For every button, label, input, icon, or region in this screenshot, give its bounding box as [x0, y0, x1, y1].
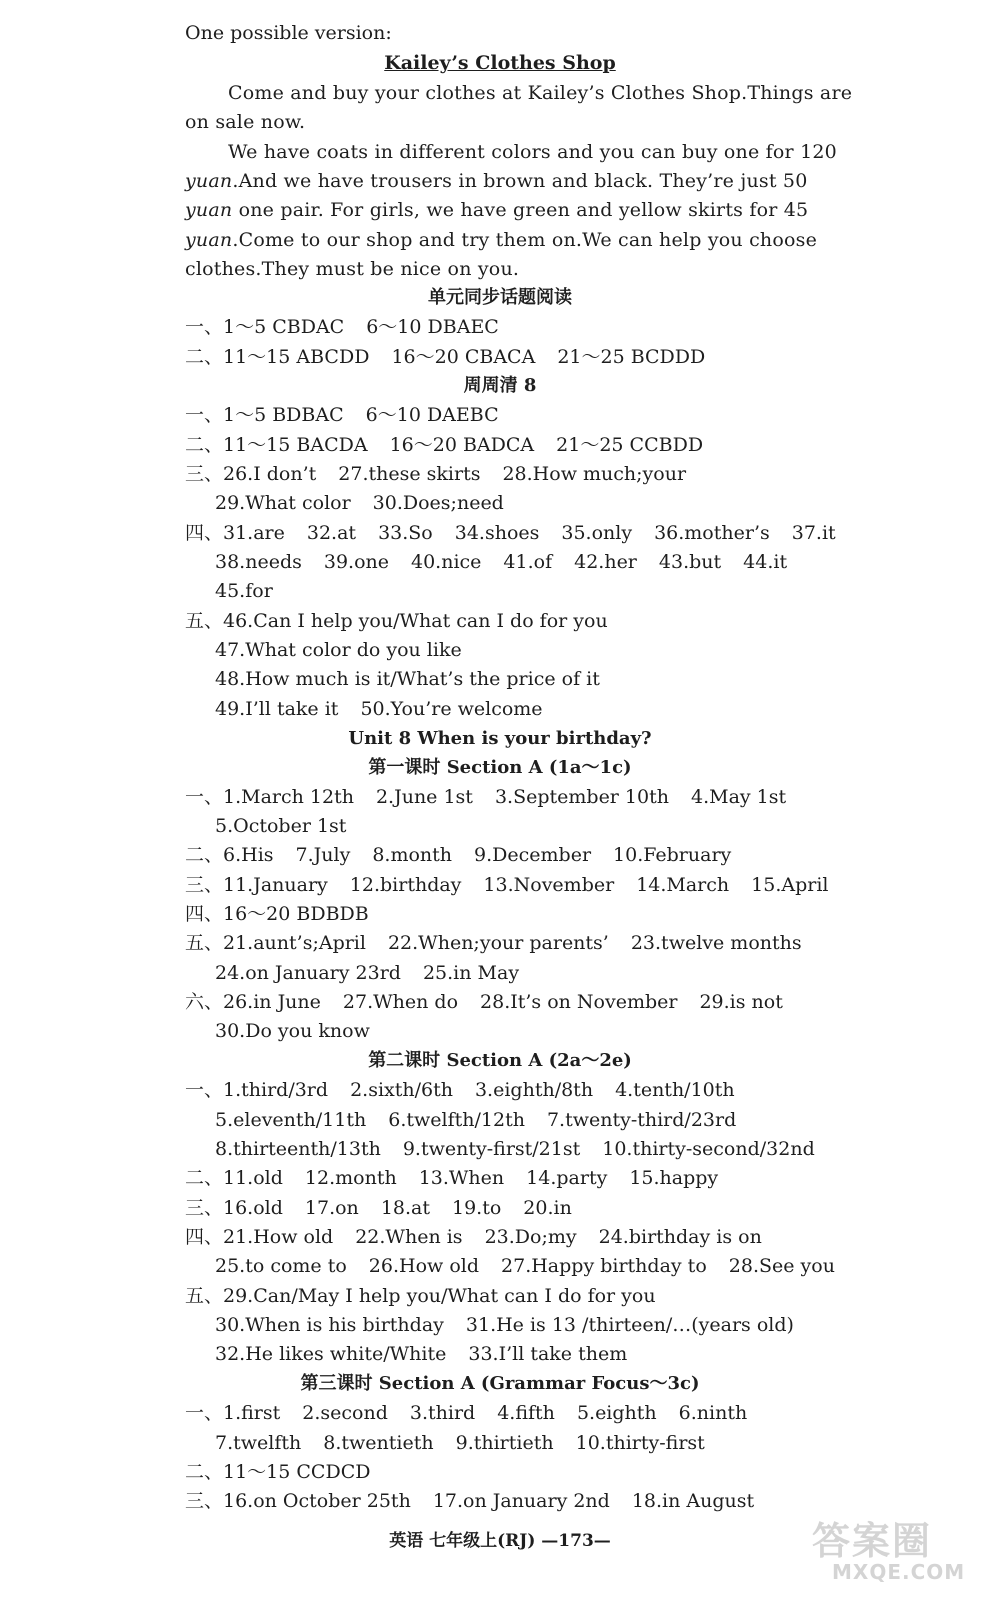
answer-row: 30.When is his birthday 31.He is 13 /thirteen/…(years old): [215, 1314, 794, 1336]
answer-row: 24.on January 23rd 25.in May: [215, 962, 520, 984]
essay-text: .And we have trousers in brown and black. They’re just 50: [232, 170, 808, 192]
answer-row: 二、6.His 7.July 8.month 9.December 10.February: [185, 844, 732, 866]
answer-row: 25.to come to 26.How old 27.Happy birthday to 28.See you: [215, 1255, 835, 1277]
answer-row: 30.Do you know: [215, 1020, 370, 1042]
answer-row: 7.twelfth 8.twentieth 9.thirtieth 10.thirty-first: [215, 1432, 705, 1454]
answer-row: 三、16.on October 25th 17.on January 2nd 18.in August: [185, 1490, 755, 1512]
answer-row: 5.October 1st: [215, 815, 347, 837]
section-heading: 周周清 8: [463, 375, 537, 396]
watermark-text: 答案圈: [812, 1519, 933, 1563]
answer-row: 一、1～5 BDBAC 6～10 DAEBC: [185, 404, 499, 426]
answer-row: 五、29.Can/May I help you/What can I do for you: [185, 1285, 656, 1307]
answer-row: 六、26.in June 27.When do 28.It’s on November 29.is not: [185, 991, 783, 1013]
essay-italic: yuan: [185, 229, 233, 251]
answer-row: 48.How much is it/What’s the price of it: [215, 668, 600, 690]
answer-row: 四、16～20 BDBDB: [185, 903, 369, 925]
answer-row: 二、11～15 CCDCD: [185, 1461, 371, 1483]
essay-italic: yuan: [185, 199, 233, 221]
answer-row: 二、11.old 12.month 13.When 14.party 15.happy: [185, 1167, 719, 1189]
essay-line: [185, 227, 817, 253]
answer-row: 45.for: [215, 580, 273, 602]
answer-row: 三、26.I don’t 27.these skirts 28.How much;your: [185, 463, 687, 485]
answer-row: 5.eleventh/11th 6.twelfth/12th 7.twenty-third/23rd: [215, 1109, 737, 1131]
answer-row: 一、1.March 12th 2.June 1st 3.September 10th 4.May 1st: [185, 786, 787, 808]
page-footer: 英语 七年级上(RJ) —173—: [389, 1531, 611, 1551]
answer-row: 一、1～5 CBDAC 6～10 DBAEC: [185, 316, 499, 338]
unit-heading: Unit 8 When is your birthday?: [348, 728, 652, 749]
essay-line: We have coats in different colors and you can buy one for 120: [228, 141, 837, 163]
answer-row: 38.needs 39.one 40.nice 41.of 42.her 43.but 44.it: [215, 551, 788, 573]
essay-line: [185, 197, 808, 223]
section-heading: 第一课时 Section A (1a～1c): [368, 757, 632, 778]
essay-line: clothes.They must be nice on you.: [185, 258, 520, 280]
watermark-logo: [812, 1510, 982, 1588]
answer-row: 五、46.Can I help you/What can I do for you: [185, 610, 608, 632]
answer-row: 三、16.old 17.on 18.at 19.to 20.in: [185, 1197, 572, 1219]
answer-row: 五、21.aunt’s;April 22.When;your parents’ 23.twelve months: [185, 932, 802, 954]
answer-row: 二、11～15 BACDA 16～20 BADCA 21～25 CCBDD: [185, 434, 704, 456]
section-heading: 第二课时 Section A (2a～2e): [368, 1050, 632, 1071]
essay-title: Kailey’s Clothes Shop: [384, 52, 616, 74]
watermark-url: MXQE.COM: [832, 1560, 966, 1584]
answer-row: 四、21.How old 22.When is 23.Do;my 24.birthday is on: [185, 1226, 762, 1248]
answer-row: 32.He likes white/White 33.I’ll take them: [215, 1343, 628, 1365]
answer-row: 四、31.are 32.at 33.So 34.shoes 35.only 36.mother’s 37.it: [185, 522, 836, 544]
intro-text: One possible version:: [185, 22, 392, 44]
essay-line: [185, 168, 808, 194]
answer-row: 49.I’ll take it 50.You’re welcome: [215, 698, 543, 720]
answer-row: 47.What color do you like: [215, 639, 462, 661]
essay-line: on sale now.: [185, 111, 306, 133]
answer-row: 一、1.first 2.second 3.third 4.fifth 5.eighth 6.ninth: [185, 1402, 748, 1424]
answer-row: 8.thirteenth/13th 9.twenty-first/21st 10.thirty-second/32nd: [215, 1138, 815, 1160]
essay-text: one pair. For girls, we have green and yellow skirts for 45: [232, 199, 809, 221]
essay-line: Come and buy your clothes at Kailey’s Clothes Shop.Things are: [228, 82, 853, 104]
section-heading: 单元同步话题阅读: [428, 287, 572, 308]
essay-italic: yuan: [185, 170, 233, 192]
essay-text: .Come to our shop and try them on.We can help you choose: [232, 229, 818, 251]
answer-row: 三、11.January 12.birthday 13.November 14.March 15.April: [185, 874, 829, 896]
answer-row: 二、11～15 ABCDD 16～20 CBACA 21～25 BCDDD: [185, 346, 706, 368]
answer-row: 29.What color 30.Does;need: [215, 492, 504, 514]
section-heading: 第三课时 Section A (Grammar Focus～3c): [300, 1373, 700, 1394]
answer-row: 一、1.third/3rd 2.sixth/6th 3.eighth/8th 4.tenth/10th: [185, 1079, 735, 1101]
